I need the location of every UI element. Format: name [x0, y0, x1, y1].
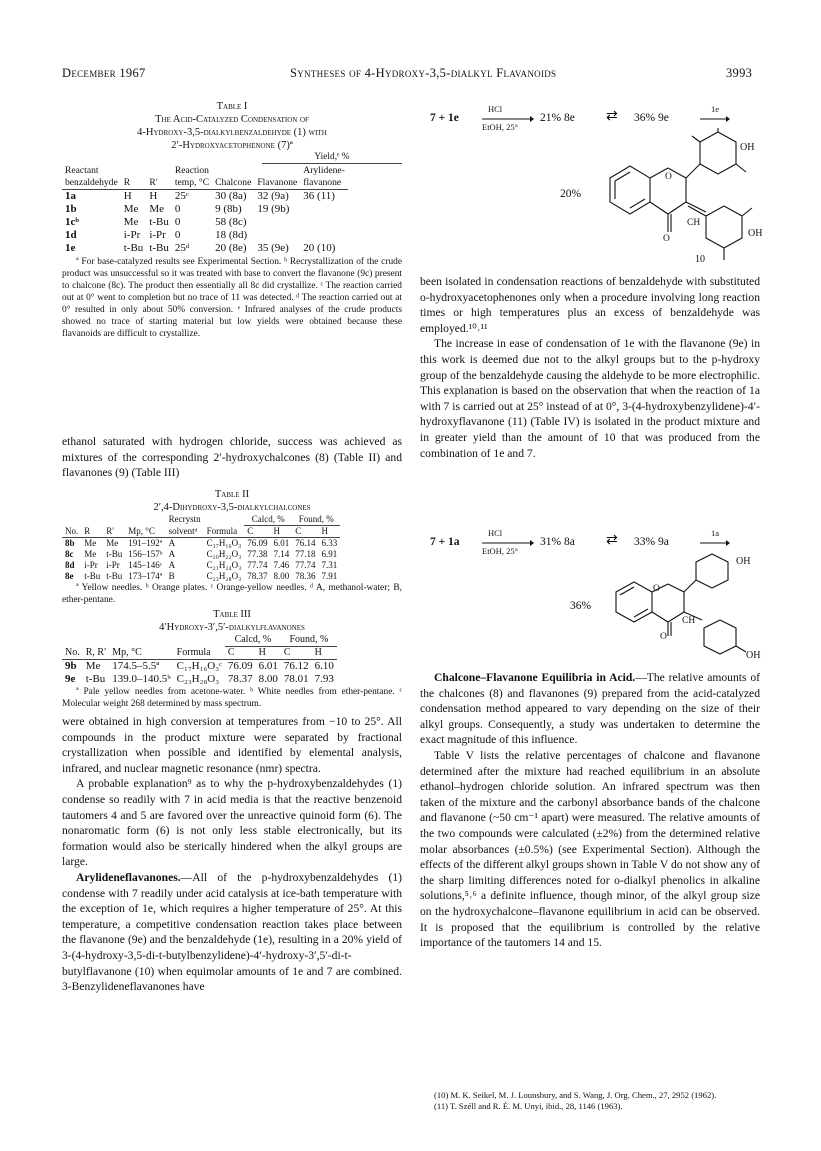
table-header-cell — [83, 634, 110, 647]
table-header-cell: solventᵈ — [168, 525, 198, 536]
ch-label: CH — [687, 218, 701, 228]
left-column-text-2 — [62, 714, 402, 995]
table-cell: 77.74 — [247, 560, 268, 570]
paragraph — [420, 670, 760, 748]
scheme-2-reagent-bottom: EtOH, 25° — [482, 546, 518, 556]
table-cell: C₁₇H₁₆O₃ — [206, 538, 242, 548]
table-cell: 7.91 — [321, 571, 338, 581]
scheme-2-product-1: 31% 8a — [540, 536, 575, 548]
table-cell: 0 — [174, 229, 181, 241]
table-cell: 76.12 — [283, 660, 309, 672]
table-cell: B — [168, 571, 175, 581]
table-cell: 6.10 — [314, 660, 334, 672]
table-cell: i-Pr — [149, 229, 166, 241]
table-cell: C₁₇H₁₆O₃ᶜ — [176, 660, 222, 672]
table-row — [62, 538, 340, 550]
table-header-cell: C — [295, 526, 302, 536]
table-row — [62, 673, 337, 686]
table-cell: C₂₁H₂₄O₃ — [206, 560, 242, 570]
scheme-2-yield: 36% — [570, 600, 592, 612]
table-cell: 35 (9e) — [257, 242, 289, 254]
reaction-arrow-icon — [482, 538, 534, 548]
paragraph-text: —All of the p-hydroxybenzaldehydes (1) condense with 7 readily under acid catalysis at ice-bath temperature with the exception of 1e, which requires a higher temperature of 25°. At this temperature, a competitive condensation reaction takes place between the flavanone (9e) and the benzaldehyde (1e), resulting in a 20% yield of 3-(4-hydroxy-3,5-di-t-butylbenzylidene)-4′-hydroxy-3′,5′-di-t-butylflavanone (10) when equimolar amounts of 1e and 7 are combined. 3-Benzylideneflavanones have — [62, 870, 402, 994]
table-row — [62, 229, 348, 242]
table-1 — [62, 100, 402, 340]
table-cell: 8c — [65, 549, 74, 559]
table-cell: 8d — [65, 560, 75, 570]
scheme-1-product-1: 21% 8e — [540, 112, 575, 124]
table-cell: t-Bu — [123, 242, 144, 254]
table-cell: 78.36 — [295, 571, 316, 581]
table-cell: H — [123, 190, 132, 202]
table-header-cell: H — [314, 647, 322, 658]
paragraph-text: —The relative amounts of the chalcones (8) and flavanones (9) prepared from the acid-catalyzed condensation method appeared to vary depending on the size of their alkyl groups. Consequently, a study was undertaken to determine the exact magnitude of this influence. — [420, 671, 760, 747]
table-2-grid — [62, 514, 340, 582]
scheme-2-product-2: 33% 9a — [634, 536, 669, 548]
table-header-cell: R, R′ — [85, 646, 107, 658]
references — [420, 1090, 760, 1112]
scheme-1-product-2: 36% 9e — [634, 112, 669, 124]
table-header-cell — [109, 634, 173, 647]
table-cell: 145–146ᶜ — [128, 560, 163, 570]
paragraph: Table V lists the relative percentages of chalcone and flavanone determined after the mixture had reached equilibrium in an absolute ethanol–hydrogen chloride solution. An infrared spectrum was then taken of the mixture and the carbonyl absorbance bands of the chalcone and flavanone (~50 cm⁻¹ apart) were measured. The relative amounts of the two compounds were calculated (±2%) from the determined relative molar absorbances (±0.5%) (see Experimental Section). Although the effects of the different alkyl groups shown in Table V do not show any of the sharp limiting differences noted for o-dialkyl phenolics in alkaline solutions,⁵˒⁶ a definite influence, though minor, of the alkyl group size on the hydroxychalcone–flavanone equilibrium in acid can be observed. It is proposed that the equilibrium is controlled by the relative importance of the tautomers 14 and 15. — [420, 748, 760, 950]
scheme-1-reagent-top: HCl — [488, 104, 503, 114]
table-header-cell — [81, 514, 103, 526]
hydroxyl-label: OH — [748, 228, 763, 239]
table-header-cell — [174, 634, 225, 647]
table-header-cell: Mp, °C — [112, 646, 142, 658]
table-header-cell — [103, 514, 125, 526]
paragraph: been isolated in condensation reactions of benzaldehyde with substituted o-hydroxyacetophenones only when a procedure involving long reaction times or high temperatures plus an excess of benzaldehyde was employed.¹⁰˒¹¹ — [420, 275, 760, 335]
table-header-cell: H — [321, 526, 329, 536]
table-row — [62, 571, 340, 582]
table-cell: 191–192ª — [128, 538, 163, 548]
ch-label: CH — [682, 616, 696, 626]
table-cell: A — [168, 549, 176, 559]
paragraph: were obtained in high conversion at temperatures from −10 to 25°. All compounds in the product mixture were separated by fractional crystallization when possible and identified by elemental analysis, infrared, and nuclear magnetic resonance (nmr) spectra. — [62, 715, 402, 775]
table-row — [62, 526, 340, 538]
table-cell: 58 (8c) — [215, 216, 247, 228]
table-cell: 156–157ᵇ — [128, 549, 163, 559]
table-header-cell: Reaction — [174, 165, 209, 176]
table-cell: 77.74 — [295, 560, 316, 570]
table-cell: Me — [85, 660, 101, 672]
table-cell: C₂₃H₂₈O₃ — [206, 571, 242, 581]
ring-oxygen-label: O — [653, 584, 660, 594]
table-cell: 6.33 — [321, 538, 338, 548]
carbonyl-oxygen-label: O — [663, 234, 670, 244]
table-cell: 7.46 — [273, 560, 290, 570]
table-cell: 8.00 — [273, 571, 290, 581]
table-header-cell: benzaldehyde — [65, 177, 118, 188]
table-header-cell: Flavanone — [257, 177, 298, 188]
table-cell: Me — [123, 216, 139, 228]
table-cell: 8e — [65, 571, 74, 581]
scheme-1-arrow-label: 1e — [711, 104, 720, 114]
table-2-title: 2′,4-Dihydroxy-3,5-dialkylchalcones — [153, 502, 311, 513]
table-header-cell: Reactant — [65, 165, 99, 176]
table-3-footnote: ª Pale yellow needles from acetone-water. ᵇ White needles from ether-pentane. ᶜ Molecular weight 268 determined by mass spectrum. — [62, 687, 402, 709]
table-header-cell: Calcd, % — [225, 634, 281, 647]
paragraph: ethanol saturated with hydrogen chloride, success was achieved as mixtures of the corresponding 2′-hydroxychalcones (8) (Table II) and flavanones (9) (Table III) — [62, 435, 402, 480]
reference-item: (11) T. Széll and R. É. M. Unyi, ibid., 28, 1146 (1963). — [434, 1101, 623, 1111]
table-row — [62, 647, 337, 660]
table-cell: 1b — [65, 203, 77, 215]
table-1-title-line2: 4-Hydroxy-3,5-dialkylbenzaldehyde (1) with — [137, 127, 327, 138]
table-header-cell: Recrystn — [168, 514, 201, 525]
table-row — [62, 549, 340, 560]
table-cell: C₂₀H₂₂O₃ — [206, 549, 242, 559]
table-cell: 6.01 — [258, 660, 278, 672]
table-cell: 0 — [174, 203, 181, 215]
table-cell: 78.01 — [283, 673, 309, 685]
table-header-cell: Found, % — [281, 634, 337, 647]
equilibrium-arrow-icon: ⇄ — [606, 533, 618, 548]
hydroxybenzylideneflavanone-structure-icon — [600, 552, 770, 662]
hydroxyl-label: OH — [736, 556, 751, 567]
table-cell: 36 (11) — [303, 190, 335, 202]
scheme-2-reactants: 7 + 1a — [430, 536, 460, 548]
table-header-cell — [146, 165, 172, 177]
table-cell — [254, 229, 300, 242]
table-cell: 6.01 — [273, 538, 290, 548]
table-cell: t-Bu — [149, 216, 169, 228]
table-cell: 7.93 — [314, 673, 334, 685]
table-header-cell: C — [227, 647, 235, 658]
table-header-cell — [62, 514, 81, 526]
table-cell: 173–174ª — [128, 571, 163, 581]
table-cell: 1e — [65, 242, 76, 254]
table-cell: C₂₃H₂₈O₃ — [176, 673, 220, 685]
table-header-cell: C — [247, 526, 254, 536]
table-cell: Me — [149, 203, 164, 215]
table-cell: 8b — [65, 538, 75, 548]
hydroxyl-label: OH — [746, 650, 761, 661]
section-heading: Chalcone–Flavanone Equilibria in Acid. — [434, 671, 636, 684]
table-cell: Me — [106, 538, 119, 548]
table-cell: 76.09 — [247, 538, 268, 548]
table-cell: 1a — [65, 190, 76, 202]
table-row — [62, 634, 337, 647]
table-header-cell: Formula — [206, 525, 238, 536]
table-row — [62, 203, 348, 216]
table-cell: 139.0–140.5ᵇ — [112, 673, 171, 685]
table-cell: t-Bu — [106, 549, 123, 559]
table-header-cell: Mp, °C — [128, 525, 155, 536]
table-header-cell — [212, 165, 254, 177]
scheme-1-reactants: 7 + 1e — [430, 112, 459, 124]
table-cell: H — [149, 190, 158, 202]
table-cell: 6.91 — [321, 549, 338, 559]
table-header-cell — [121, 165, 147, 177]
table-2-label: Table II — [214, 489, 250, 500]
table-cell: 77.18 — [295, 549, 316, 559]
table-1-label: Table I — [216, 101, 248, 112]
reaction-scheme-2 — [420, 528, 770, 663]
table-header-cell: C — [283, 647, 291, 658]
hydroxyl-label: OH — [740, 142, 755, 153]
table-header-cell: R′ — [106, 525, 115, 536]
table-cell: 78.37 — [247, 571, 268, 581]
table-header-cell: H — [258, 647, 266, 658]
reaction-scheme-1 — [420, 104, 770, 274]
table-header-cell: flavanone — [303, 177, 342, 188]
scheme-1-reagent-bottom: EtOH, 25° — [482, 122, 518, 132]
table-cell — [300, 203, 348, 216]
table-cell: t-Bu — [84, 571, 101, 581]
table-cell: i-Pr — [84, 560, 98, 570]
table-row — [62, 560, 340, 571]
table-1-title-line3: 2′-Hydroxyacetophenone (7)ª — [171, 140, 293, 151]
table-cell: t-Bu — [106, 571, 123, 581]
table-3 — [62, 608, 402, 710]
table-cell: 8.00 — [258, 673, 278, 685]
table-header-cell — [125, 514, 165, 526]
table-cell — [300, 216, 348, 229]
table-header-cell: Arylidene- — [303, 165, 345, 176]
table-row — [62, 190, 348, 204]
table-row — [62, 165, 348, 177]
reaction-arrow-icon — [700, 538, 730, 548]
table-cell: 9 (8b) — [215, 203, 242, 215]
table-1-yield-header: Yield,ᵉ % — [262, 152, 402, 164]
carbonyl-oxygen-label: O — [660, 632, 667, 642]
table-cell: t-Bu — [149, 242, 169, 254]
table-1-footnote: ª For base-catalyzed results see Experimental Section. ᵇ Recrystallization of the crude product was unsuccessful so it was treated with base to convert the flavanone (9c) present to chalcone (8c). The product then essentially all 8c did crystallize. ᶜ The reaction carried out at 0° went to completion but no trace of 11 was detected. ᵈ The reaction carried out at 0° resulted in only about 50% conversion. ᵉ Infrared analyses of the crude products showed no trace of starting material but low yields were obtained because these flavanoids are difficult to crystallize. — [62, 257, 402, 339]
table-cell: 1d — [65, 229, 77, 241]
table-cell: i-Pr — [106, 560, 120, 570]
table-header-cell: Calcd, % — [244, 514, 292, 526]
table-cell: 18 (8d) — [215, 229, 248, 241]
table-header-cell — [254, 165, 300, 177]
table-cell: 20 (8e) — [215, 242, 247, 254]
paragraph: The increase in ease of condensation of 1e with the flavanone (9e) in this work is deemed due not to the alkyl groups but to the p-hydroxy group of the benzaldehyde causing the aldehyde to be more electrophilic. This explanation is based on the observation that when the reaction of 1a with 7 is carried out at 25° instead of at 0°, 3-(4-hydroxybenzylidene)-4′-hydroxyflavanone (11) (Table IV) is isolated in the product mixture and in greater yield than the amount of 10 that was produced from the combination of 1e and 7. — [420, 337, 760, 460]
table-cell: 78.37 — [227, 673, 253, 685]
reaction-arrow-icon — [700, 114, 730, 124]
table-cell: 7.31 — [321, 560, 338, 570]
table-1-grid — [62, 165, 348, 255]
table-header-cell: No. — [65, 525, 79, 536]
table-cell: A — [168, 560, 176, 570]
table-cell: A — [168, 538, 176, 548]
table-row — [62, 242, 348, 255]
table-cell: 9e — [65, 673, 76, 685]
page-number: 3993 — [726, 66, 753, 80]
table-cell: 30 (8a) — [215, 190, 247, 202]
table-cell: 0 — [174, 216, 181, 228]
table-header-cell — [204, 514, 245, 526]
table-2 — [62, 488, 402, 606]
table-cell: 9b — [65, 660, 77, 672]
scheme-2-arrow-label: 1a — [711, 528, 720, 538]
table-cell: 77.38 — [247, 549, 268, 559]
table-cell: 7.14 — [273, 549, 290, 559]
table-header-cell: temp, °C — [174, 177, 210, 188]
table-cell: t-Bu — [85, 673, 106, 685]
left-column-text-1 — [62, 434, 402, 481]
table-cell: 20 (10) — [303, 242, 336, 254]
table-header-cell: Formula — [176, 646, 211, 658]
scheme-2-reagent-top: HCl — [488, 528, 503, 538]
table-header-cell — [62, 634, 83, 647]
table-cell: Me — [123, 203, 139, 215]
reaction-arrow-icon — [482, 114, 534, 124]
table-cell — [254, 216, 300, 229]
table-cell: 174.5–5.5ª — [112, 660, 160, 672]
table-cell: Me — [84, 549, 97, 559]
table-header-cell: Found, % — [292, 514, 340, 526]
table-row — [62, 514, 340, 526]
table-header-cell: Chalcone — [215, 177, 252, 188]
table-3-title: 4′Hydroxy-3′,5′-dialkylflavanones — [159, 622, 305, 633]
section-heading: Arylideneflavanones. — [76, 870, 181, 884]
right-column-text-1 — [420, 274, 760, 461]
table-cell: 32 (9a) — [257, 190, 289, 202]
table-header-cell: H — [273, 526, 281, 536]
table-row — [62, 660, 337, 674]
table-cell — [300, 229, 348, 242]
table-header-cell: R′ — [149, 177, 158, 188]
running-head-title: Syntheses of 4-Hydroxy-3,5-dialkyl Flavanoids — [290, 66, 557, 80]
table-cell: 25ᶜ — [174, 190, 189, 202]
ring-oxygen-label: O — [665, 172, 672, 182]
table-3-grid — [62, 634, 337, 686]
table-header-cell: No. — [65, 646, 80, 658]
table-3-label: Table III — [213, 609, 251, 620]
equilibrium-arrow-icon: ⇄ — [606, 109, 618, 124]
table-cell: Me — [84, 538, 97, 548]
table-header-cell: R — [123, 177, 131, 188]
table-cell: 76.14 — [295, 538, 316, 548]
table-cell: i-Pr — [123, 229, 141, 241]
compound-number: 10 — [695, 254, 705, 265]
table-cell: 1cᵇ — [65, 216, 79, 228]
running-head-date: December 1967 — [62, 66, 146, 80]
table-cell: 76.09 — [227, 660, 253, 672]
right-column-text-2 — [420, 670, 760, 951]
scheme-1-yield: 20% — [560, 188, 582, 200]
table-row — [62, 216, 348, 229]
reference-item: (10) M. K. Seikel, M. J. Lounsbury, and S. Wang, J. Org. Chem., 27, 2952 (1962). — [434, 1090, 717, 1100]
table-2-footnote: ª Yellow needles. ᵇ Orange plates. ᶜ Orange-yellow needles. ᵈ A, methanol-water; B, ether-pentane. — [62, 583, 402, 605]
table-cell: 25ᵈ — [174, 242, 190, 254]
table-cell: 19 (9b) — [257, 203, 290, 215]
table-1-title-line1: The Acid-Catalyzed Condensation of — [155, 114, 309, 125]
table-header-cell: R — [84, 525, 91, 536]
paragraph: A probable explanation⁹ as to why the p-hydroxybenzaldehydes (1) condense so readily with 7 in acid media is that the reactive benzenoid tautomers 4 and 5 are favored over the unreactive quinoid form (6). The nonaromatic form (6) is not only less stable electronically, but its formation would also be sterically hindered when the alkyl groups are large. — [62, 777, 402, 869]
table-row — [62, 177, 348, 190]
paragraph — [62, 870, 402, 995]
